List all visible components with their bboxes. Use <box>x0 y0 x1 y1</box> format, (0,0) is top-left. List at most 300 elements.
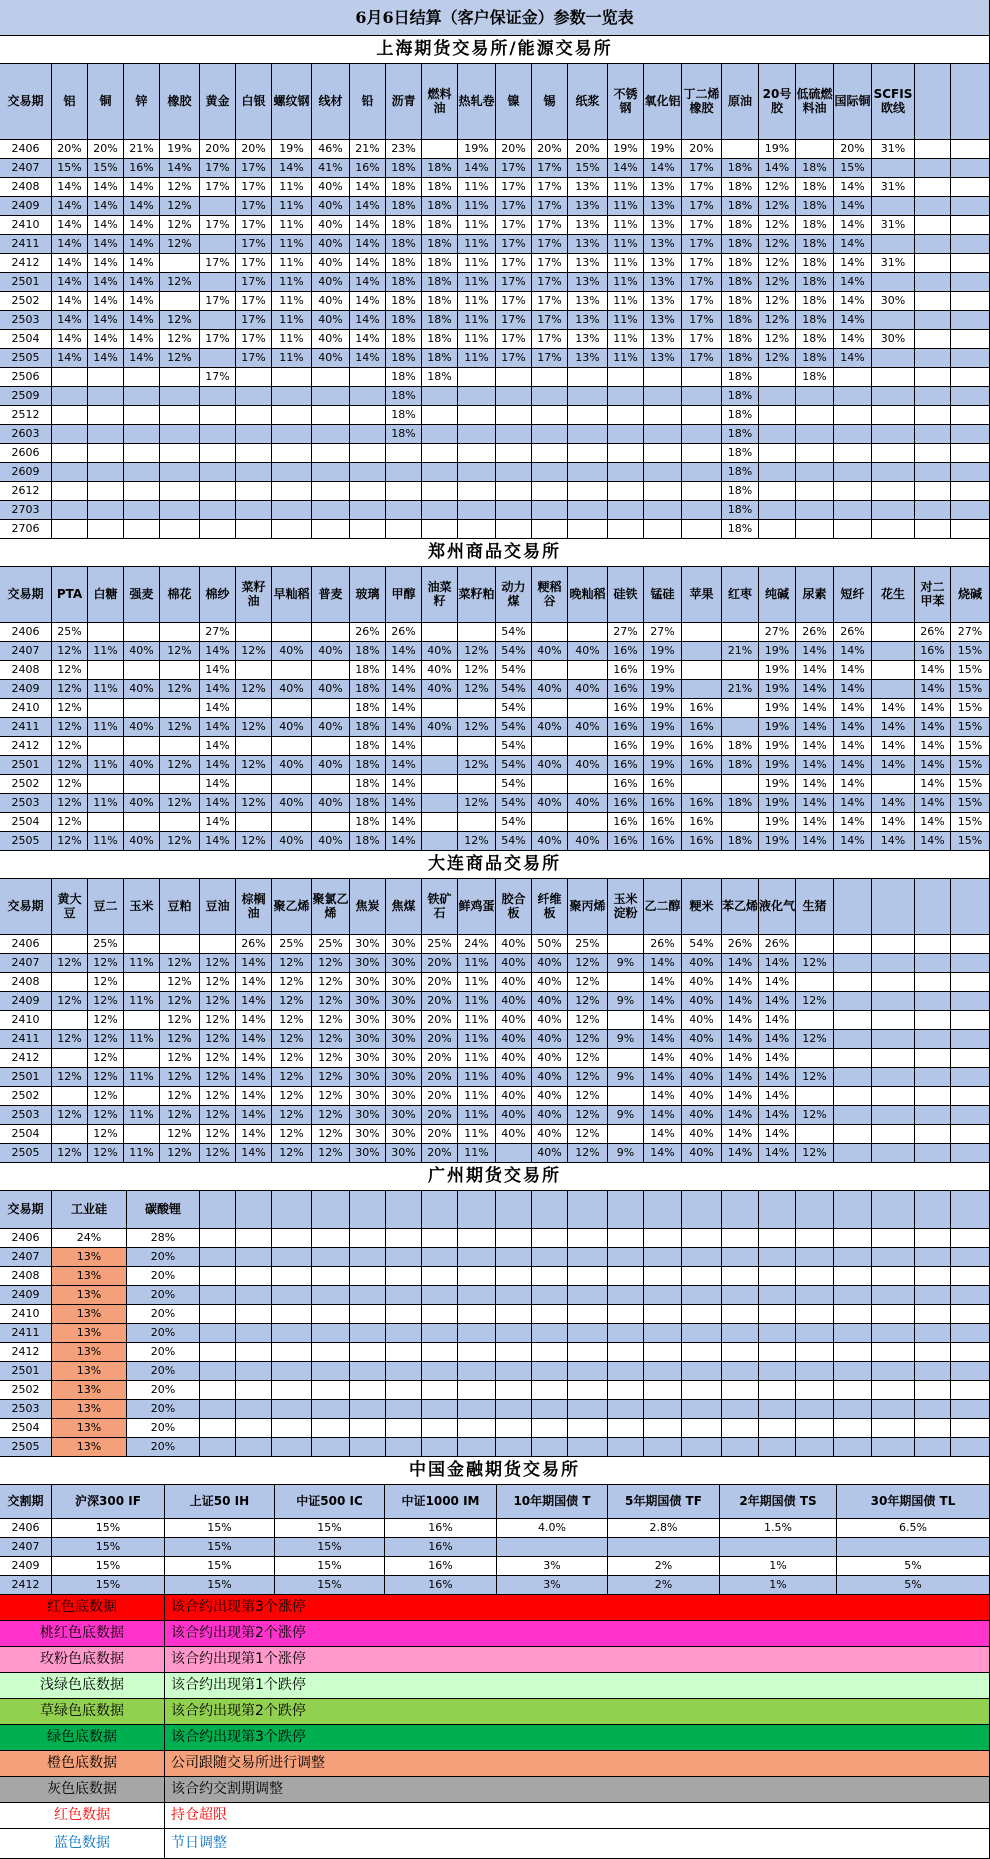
column-header: 丁二烯橡胶 <box>682 64 722 140</box>
margin-cell <box>200 1400 236 1419</box>
margin-cell: 14% <box>834 311 872 330</box>
margin-cell: 40% <box>496 1125 532 1144</box>
period-cell: 2411 <box>0 1030 52 1049</box>
margin-cell: 24% <box>52 1229 127 1248</box>
margin-cell: 11% <box>458 349 496 368</box>
margin-cell <box>312 1248 350 1267</box>
margin-cell <box>682 1419 722 1438</box>
margin-cell: 18% <box>722 482 759 501</box>
margin-cell: 25% <box>88 935 124 954</box>
margin-cell <box>532 368 568 387</box>
margin-cell: 12% <box>160 1049 200 1068</box>
margin-cell <box>682 520 722 539</box>
margin-cell <box>951 235 990 254</box>
margin-cell: 16% <box>608 642 644 661</box>
margin-cell: 14% <box>834 235 872 254</box>
margin-cell <box>496 1144 532 1163</box>
margin-cell <box>160 501 200 520</box>
margin-cell <box>951 1343 990 1362</box>
margin-cell <box>951 992 990 1011</box>
margin-cell <box>52 444 88 463</box>
margin-cell: 30% <box>386 1144 422 1163</box>
margin-cell: 17% <box>496 292 532 311</box>
margin-cell <box>608 444 644 463</box>
margin-cell <box>200 1381 236 1400</box>
margin-cell: 14% <box>722 1011 759 1030</box>
margin-cell: 19% <box>644 661 682 680</box>
column-header: 豆油 <box>200 879 236 935</box>
margin-cell: 14% <box>759 1030 796 1049</box>
margin-cell: 14% <box>52 197 88 216</box>
period-cell: 2406 <box>0 1229 52 1248</box>
margin-cell: 14% <box>834 756 872 775</box>
margin-cell <box>200 935 236 954</box>
margin-cell: 40% <box>312 718 350 737</box>
margin-cell <box>608 406 644 425</box>
margin-cell <box>915 1267 951 1286</box>
margin-cell: 12% <box>796 954 834 973</box>
column-header: 沪深300 IF <box>52 1485 165 1519</box>
column-header: 棉花 <box>160 567 200 623</box>
period-cell: 2406 <box>0 935 52 954</box>
period-cell: 2407 <box>0 954 52 973</box>
margin-cell <box>386 482 422 501</box>
margin-cell <box>124 1011 160 1030</box>
header-spacer <box>915 64 951 140</box>
margin-cell: 54% <box>496 623 532 642</box>
margin-cell <box>951 1267 990 1286</box>
period-cell: 2502 <box>0 1381 52 1400</box>
header-spacer <box>834 1191 872 1229</box>
margin-cell: 20% <box>127 1324 200 1343</box>
margin-cell <box>644 387 682 406</box>
margin-cell: 40% <box>312 216 350 235</box>
margin-cell: 40% <box>124 794 160 813</box>
margin-cell: 12% <box>759 254 796 273</box>
margin-cell: 12% <box>160 1011 200 1030</box>
margin-cell <box>951 1419 990 1438</box>
period-cell: 2408 <box>0 178 52 197</box>
margin-cell <box>350 463 386 482</box>
margin-cell <box>759 463 796 482</box>
margin-cell: 40% <box>496 1030 532 1049</box>
margin-cell <box>52 520 88 539</box>
margin-cell: 16% <box>608 775 644 794</box>
margin-cell: 12% <box>458 756 496 775</box>
margin-cell: 12% <box>52 1144 88 1163</box>
legend-label: 玫粉色底数据 <box>0 1647 165 1673</box>
margin-cell <box>759 406 796 425</box>
margin-cell: 16% <box>608 794 644 813</box>
margin-cell: 19% <box>458 140 496 159</box>
margin-cell <box>682 368 722 387</box>
margin-cell: 12% <box>160 330 200 349</box>
margin-cell: 11% <box>458 1144 496 1163</box>
period-cell: 2609 <box>0 463 52 482</box>
margin-cell: 14% <box>236 973 272 992</box>
margin-cell: 12% <box>52 992 88 1011</box>
margin-cell: 14% <box>386 756 422 775</box>
margin-cell: 12% <box>759 273 796 292</box>
margin-cell <box>312 1343 350 1362</box>
margin-cell <box>124 1087 160 1106</box>
margin-cell: 18% <box>422 349 458 368</box>
margin-cell: 13% <box>644 254 682 273</box>
margin-cell: 21% <box>722 642 759 661</box>
margin-cell <box>872 642 915 661</box>
margin-cell: 26% <box>722 935 759 954</box>
margin-cell <box>386 520 422 539</box>
margin-cell: 20% <box>834 140 872 159</box>
margin-cell: 12% <box>312 1106 350 1125</box>
margin-cell: 12% <box>160 273 200 292</box>
margin-cell: 12% <box>312 1125 350 1144</box>
margin-cell <box>422 623 458 642</box>
margin-cell: 11% <box>458 1030 496 1049</box>
margin-cell <box>915 482 951 501</box>
margin-cell: 54% <box>496 794 532 813</box>
margin-cell <box>272 1324 312 1343</box>
header-spacer <box>608 1191 644 1229</box>
margin-cell <box>608 1248 644 1267</box>
margin-cell: 12% <box>52 813 88 832</box>
margin-cell <box>532 1362 568 1381</box>
margin-cell: 1.5% <box>720 1519 837 1538</box>
margin-cell: 40% <box>532 1087 568 1106</box>
margin-cell: 30% <box>350 1125 386 1144</box>
column-header: 强麦 <box>124 567 160 623</box>
margin-cell: 18% <box>386 406 422 425</box>
margin-cell: 11% <box>272 349 312 368</box>
margin-cell: 14% <box>350 254 386 273</box>
margin-cell: 11% <box>608 254 644 273</box>
period-cell: 2503 <box>0 311 52 330</box>
margin-cell: 40% <box>124 832 160 851</box>
margin-cell <box>796 973 834 992</box>
margin-cell <box>722 661 759 680</box>
margin-cell: 14% <box>722 973 759 992</box>
margin-cell: 17% <box>236 349 272 368</box>
margin-cell <box>236 425 272 444</box>
margin-cell: 28% <box>127 1229 200 1248</box>
margin-cell <box>682 1267 722 1286</box>
margin-cell <box>236 1248 272 1267</box>
margin-cell: 40% <box>682 973 722 992</box>
margin-cell: 12% <box>52 1068 88 1087</box>
margin-cell: 16% <box>385 1576 497 1595</box>
margin-cell: 14% <box>124 330 160 349</box>
margin-cell <box>200 1343 236 1362</box>
margin-cell: 12% <box>568 992 608 1011</box>
margin-cell <box>568 737 608 756</box>
margin-cell: 14% <box>872 813 915 832</box>
margin-cell: 12% <box>160 1106 200 1125</box>
margin-cell: 11% <box>88 794 124 813</box>
margin-cell: 14% <box>200 680 236 699</box>
margin-cell: 18% <box>796 349 834 368</box>
column-header: 锡 <box>532 64 568 140</box>
margin-cell <box>496 482 532 501</box>
margin-cell: 12% <box>568 954 608 973</box>
margin-cell <box>608 1400 644 1419</box>
margin-cell: 13% <box>568 349 608 368</box>
margin-cell <box>759 425 796 444</box>
margin-cell <box>236 623 272 642</box>
margin-cell: 14% <box>52 292 88 311</box>
margin-cell <box>915 1087 951 1106</box>
margin-cell <box>350 1248 386 1267</box>
margin-cell: 17% <box>532 254 568 273</box>
column-header: 烧碱 <box>951 567 990 623</box>
margin-cell: 11% <box>88 832 124 851</box>
margin-cell: 18% <box>722 178 759 197</box>
margin-cell <box>872 1419 915 1438</box>
margin-cell <box>350 387 386 406</box>
margin-cell: 14% <box>124 235 160 254</box>
margin-cell: 40% <box>682 1011 722 1030</box>
margin-cell: 14% <box>872 718 915 737</box>
margin-cell: 14% <box>796 718 834 737</box>
margin-cell: 20% <box>88 140 124 159</box>
period-cell: 2509 <box>0 387 52 406</box>
margin-cell: 11% <box>458 1125 496 1144</box>
margin-cell: 17% <box>200 254 236 273</box>
margin-cell <box>422 1267 458 1286</box>
margin-cell: 30% <box>872 292 915 311</box>
margin-cell <box>458 425 496 444</box>
margin-cell <box>682 1324 722 1343</box>
margin-cell <box>951 444 990 463</box>
margin-cell <box>532 520 568 539</box>
margin-cell: 12% <box>796 992 834 1011</box>
margin-cell: 14% <box>88 292 124 311</box>
margin-cell: 17% <box>682 311 722 330</box>
margin-cell: 12% <box>160 954 200 973</box>
legend-label: 橙色底数据 <box>0 1751 165 1777</box>
margin-cell <box>236 661 272 680</box>
margin-cell: 17% <box>236 216 272 235</box>
margin-cell: 16% <box>682 756 722 775</box>
margin-cell: 40% <box>682 1125 722 1144</box>
margin-cell: 14% <box>759 992 796 1011</box>
margin-cell: 14% <box>759 1087 796 1106</box>
margin-cell: 15% <box>275 1519 385 1538</box>
margin-cell <box>568 1229 608 1248</box>
margin-cell <box>350 444 386 463</box>
margin-cell <box>644 520 682 539</box>
margin-cell <box>722 775 759 794</box>
margin-cell <box>951 1125 990 1144</box>
margin-cell <box>951 501 990 520</box>
margin-cell <box>915 425 951 444</box>
margin-cell: 17% <box>236 273 272 292</box>
margin-cell: 14% <box>386 661 422 680</box>
margin-cell <box>951 425 990 444</box>
margin-cell: 18% <box>422 178 458 197</box>
margin-cell <box>796 1087 834 1106</box>
margin-cell: 12% <box>272 1125 312 1144</box>
margin-cell <box>872 482 915 501</box>
margin-cell: 20% <box>422 1087 458 1106</box>
margin-cell <box>872 1381 915 1400</box>
margin-cell <box>124 444 160 463</box>
margin-cell: 15% <box>52 1519 165 1538</box>
margin-cell: 12% <box>312 1011 350 1030</box>
legend-description: 该合约出现第2个跌停 <box>165 1699 990 1725</box>
margin-cell: 14% <box>834 273 872 292</box>
margin-cell <box>312 775 350 794</box>
margin-cell <box>915 1381 951 1400</box>
margin-cell <box>200 425 236 444</box>
margin-cell <box>915 1343 951 1362</box>
margin-cell: 17% <box>532 178 568 197</box>
margin-cell <box>796 425 834 444</box>
margin-cell <box>422 444 458 463</box>
margin-cell: 11% <box>608 235 644 254</box>
period-cell: 2408 <box>0 973 52 992</box>
margin-cell: 12% <box>568 1030 608 1049</box>
margin-cell <box>834 482 872 501</box>
margin-cell <box>422 737 458 756</box>
margin-cell: 12% <box>759 349 796 368</box>
margin-cell <box>722 1362 759 1381</box>
margin-cell <box>422 140 458 159</box>
margin-cell <box>951 954 990 973</box>
margin-cell <box>88 482 124 501</box>
margin-cell: 13% <box>52 1324 127 1343</box>
margin-cell <box>834 1087 872 1106</box>
margin-cell <box>682 444 722 463</box>
margin-cell <box>722 1229 759 1248</box>
margin-cell: 14% <box>796 813 834 832</box>
margin-cell: 40% <box>532 1030 568 1049</box>
margin-cell <box>872 1030 915 1049</box>
margin-cell: 20% <box>422 1125 458 1144</box>
margin-cell <box>272 1343 312 1362</box>
margin-cell <box>872 1068 915 1087</box>
column-header: 聚氯乙烯 <box>312 879 350 935</box>
margin-cell: 12% <box>272 1144 312 1163</box>
margin-cell: 17% <box>682 273 722 292</box>
margin-cell: 14% <box>386 718 422 737</box>
margin-cell: 40% <box>124 718 160 737</box>
column-header: SCFIS欧线 <box>872 64 915 140</box>
margin-cell <box>272 501 312 520</box>
margin-cell <box>200 311 236 330</box>
margin-cell <box>312 425 350 444</box>
period-cell: 2502 <box>0 775 52 794</box>
margin-cell: 18% <box>422 330 458 349</box>
margin-cell: 9% <box>608 954 644 973</box>
margin-cell: 18% <box>422 311 458 330</box>
margin-cell: 11% <box>458 197 496 216</box>
margin-cell: 40% <box>312 680 350 699</box>
margin-cell <box>458 387 496 406</box>
margin-cell: 17% <box>236 235 272 254</box>
margin-cell: 40% <box>496 1106 532 1125</box>
margin-cell <box>386 1438 422 1457</box>
margin-cell: 16% <box>608 832 644 851</box>
margin-cell: 30% <box>386 1106 422 1125</box>
margin-cell: 12% <box>272 992 312 1011</box>
margin-cell <box>568 1305 608 1324</box>
margin-cell: 20% <box>532 140 568 159</box>
margin-cell <box>644 425 682 444</box>
margin-cell <box>124 973 160 992</box>
margin-cell <box>422 832 458 851</box>
margin-cell <box>834 368 872 387</box>
margin-cell <box>608 1286 644 1305</box>
margin-cell: 11% <box>458 954 496 973</box>
header-spacer <box>386 1191 422 1229</box>
margin-cell: 11% <box>88 718 124 737</box>
margin-cell <box>915 311 951 330</box>
margin-cell <box>722 623 759 642</box>
margin-cell: 12% <box>568 1087 608 1106</box>
margin-cell <box>722 699 759 718</box>
margin-cell <box>124 482 160 501</box>
margin-cell: 18% <box>386 216 422 235</box>
margin-cell <box>272 463 312 482</box>
margin-cell: 30% <box>350 935 386 954</box>
margin-cell: 30% <box>386 1011 422 1030</box>
header-spacer <box>872 1191 915 1229</box>
margin-cell: 17% <box>496 311 532 330</box>
margin-cell: 14% <box>872 756 915 775</box>
margin-cell: 12% <box>160 1068 200 1087</box>
margin-cell <box>124 737 160 756</box>
margin-cell: 40% <box>532 1049 568 1068</box>
margin-cell: 18% <box>350 680 386 699</box>
margin-cell: 11% <box>272 178 312 197</box>
margin-cell: 16% <box>644 775 682 794</box>
margin-cell: 15% <box>951 813 990 832</box>
margin-cell: 15% <box>568 159 608 178</box>
margin-cell: 40% <box>532 973 568 992</box>
margin-cell: 12% <box>200 1087 236 1106</box>
legend-label: 浅绿色底数据 <box>0 1673 165 1699</box>
margin-cell: 40% <box>532 642 568 661</box>
margin-cell: 20% <box>127 1248 200 1267</box>
margin-cell: 19% <box>759 737 796 756</box>
margin-cell <box>568 1438 608 1457</box>
margin-cell <box>951 1229 990 1248</box>
margin-cell: 18% <box>796 178 834 197</box>
margin-cell <box>796 1011 834 1030</box>
margin-cell <box>88 425 124 444</box>
margin-cell <box>872 1438 915 1457</box>
margin-cell <box>52 463 88 482</box>
margin-cell: 18% <box>386 425 422 444</box>
header-spacer <box>872 879 915 935</box>
column-header: 棕榈油 <box>236 879 272 935</box>
margin-cell <box>458 482 496 501</box>
margin-cell <box>88 463 124 482</box>
margin-cell: 14% <box>124 197 160 216</box>
margin-cell: 14% <box>759 159 796 178</box>
column-header: 对二甲苯 <box>915 567 951 623</box>
margin-cell <box>951 1305 990 1324</box>
margin-cell: 12% <box>236 718 272 737</box>
margin-cell <box>722 140 759 159</box>
margin-cell: 14% <box>759 1144 796 1163</box>
margin-cell: 14% <box>722 1144 759 1163</box>
margin-cell: 11% <box>458 330 496 349</box>
margin-cell <box>200 349 236 368</box>
margin-cell <box>312 661 350 680</box>
margin-cell: 13% <box>52 1343 127 1362</box>
page-title: 6月6日结算（客户保证金）参数一览表 <box>0 0 990 36</box>
